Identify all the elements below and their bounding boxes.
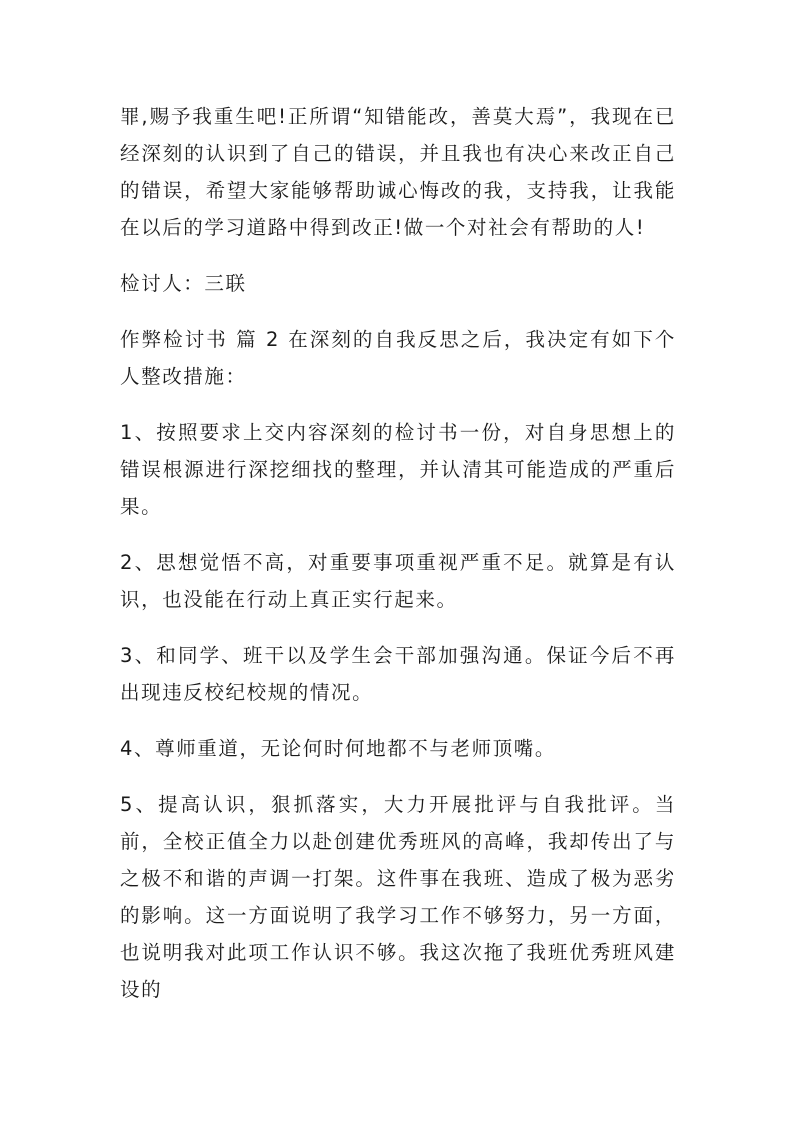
document-body (120, 98, 676, 1027)
paragraph-measure-5: 5、提高认识，狠抓落实，大力开展批评与自我批评。当前，全校正值全力以赴创建优秀班风的高峰，我却传出了与之极不和谐的声调一打架。这件事在我班、造成了极为恶劣的影响。这一方面说明了我学习工作不够努力，另一方面，也说明我对此项工作认识不够。我这次拖了我班优秀班风建设的 (120, 793, 676, 1001)
paragraph-measure-2: 2、思想觉悟不高，对重要事项重视严重不足。就算是有认识，也没能在行动上真正实行起来。 (120, 551, 676, 611)
paragraph-signature: 检讨人：三联 (120, 272, 247, 295)
paragraph-measure-4: 4、尊师重道，无论何时何地都不与老师顶嘴。 (120, 737, 557, 760)
paragraph-section-heading: 作弊检讨书 篇 2 在深刻的自我反思之后，我决定有如下个人整改措施： (120, 328, 676, 388)
paragraph-measure-1: 1、按照要求上交内容深刻的检讨书一份，对自身思想上的错误根源进行深挖细找的整理，并认清其可能造成的严重后果。 (120, 421, 676, 518)
paragraph-measure-3: 3、和同学、班干以及学生会干部加强沟通。保证今后不再出现违反校纪校规的情况。 (120, 644, 676, 704)
paragraph-repentance: 罪,赐予我重生吧!正所谓“知错能改，善莫大焉”，我现在已经深刻的认识到了自己的错误，并且我也有决心来改正自己的错误，希望大家能够帮助诚心悔改的我，支持我，让我能在以后的学习道路中得到改正!做一个对社会有帮助的人! (120, 105, 676, 239)
